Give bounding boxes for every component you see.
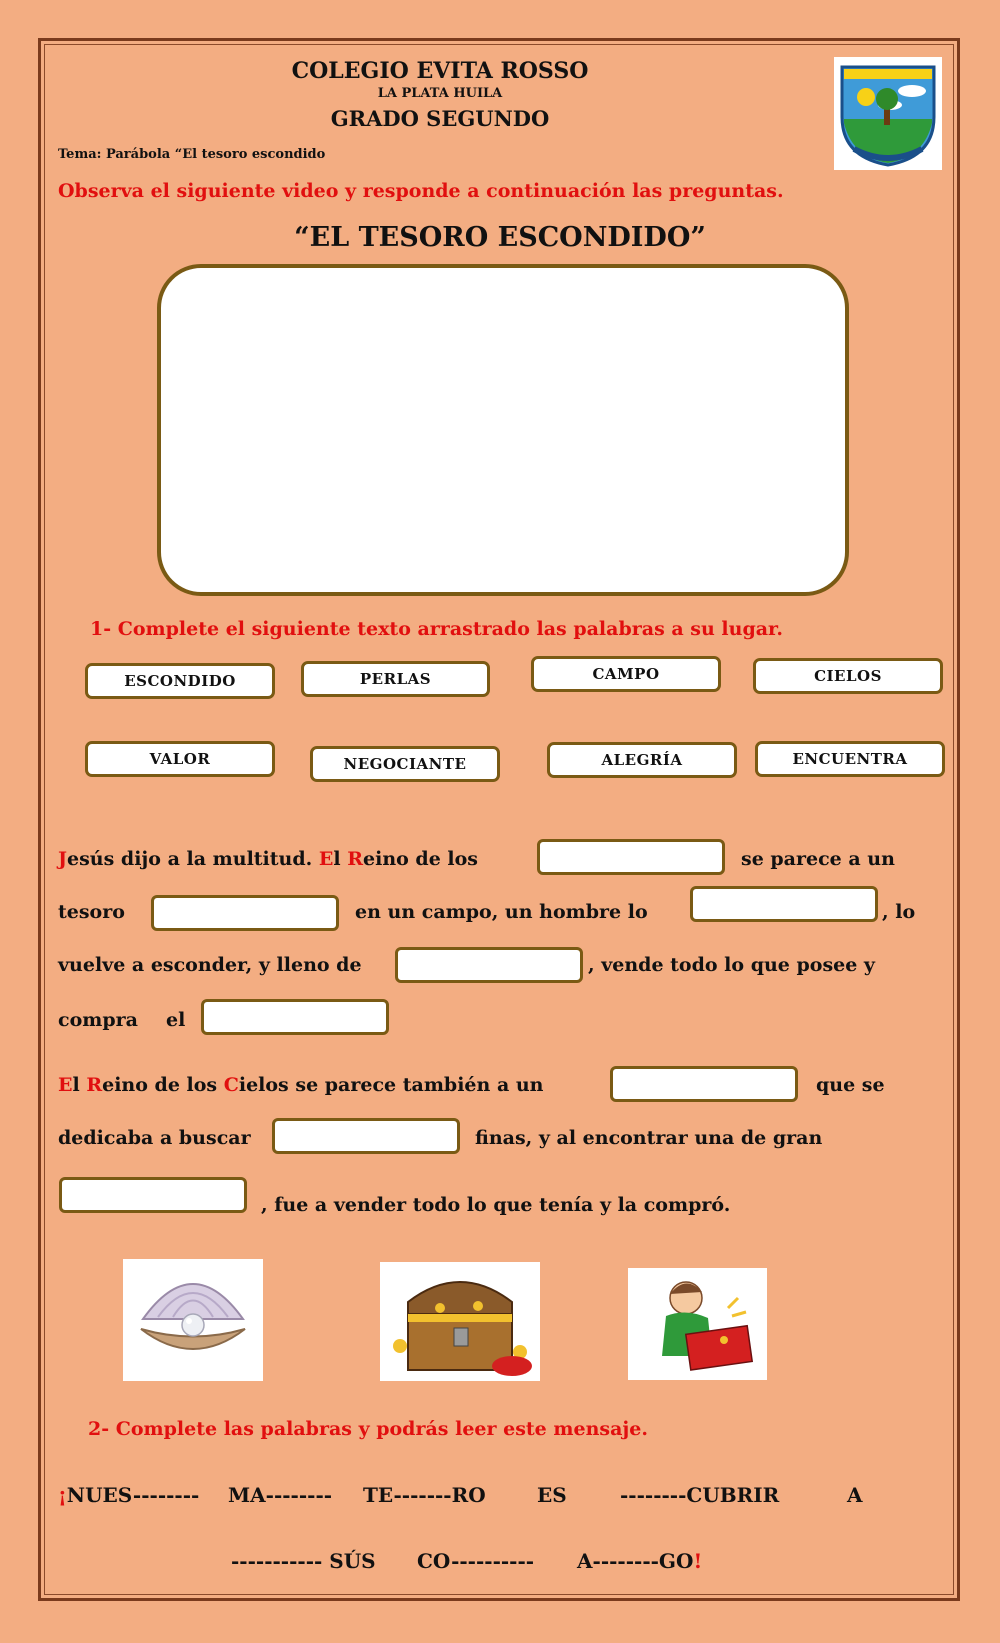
question-1-heading: 1- Complete el siguiente texto arrastrado las palabras a su lugar.	[90, 618, 783, 640]
instruction-text: Observa el siguiente video y responde a continuación las preguntas.	[58, 180, 784, 202]
paragraph-1-text: en un campo, un hombre lo	[355, 901, 648, 923]
school-grade: GRADO SEGUNDO	[330, 106, 550, 131]
word-chip-campo[interactable]: CAMPO	[531, 656, 721, 692]
paragraph-2-text: finas, y al encontrar una de gran	[475, 1127, 823, 1149]
school-name: COLEGIO EVITA ROSSO	[291, 58, 589, 84]
riddle-word-1: ¡NUES--------	[58, 1483, 200, 1507]
word-chip-encuentra[interactable]: ENCUENTRA	[755, 741, 945, 777]
riddle-word-9: A--------GO!	[577, 1549, 703, 1573]
riddle-word-3: TE-------RO	[363, 1483, 486, 1507]
school-city: LA PLATA HUILA	[377, 86, 503, 101]
drop-slot-4[interactable]	[395, 947, 583, 983]
drop-slot-6[interactable]	[610, 1066, 798, 1102]
drop-slot-8[interactable]	[59, 1177, 247, 1213]
drop-slot-3[interactable]	[690, 886, 878, 922]
paragraph-2-text: , fue a vender todo lo que tenía y la compró.	[261, 1194, 731, 1216]
paragraph-1-text: se parece a un	[741, 848, 895, 870]
topic-label: Tema: Parábola “El tesoro escondido	[58, 147, 326, 162]
drop-slot-5[interactable]	[201, 999, 389, 1035]
word-chip-valor[interactable]: VALOR	[85, 741, 275, 777]
paragraph-1-text: vuelve a esconder, y lleno de	[58, 954, 362, 976]
drop-slot-7[interactable]	[272, 1118, 460, 1154]
happy-man-chest-image	[628, 1268, 767, 1380]
paragraph-1-text: tesoro	[58, 901, 125, 923]
riddle-word-4: ES	[537, 1483, 567, 1507]
word-chip-escondido[interactable]: ESCONDIDO	[85, 663, 275, 699]
video-player[interactable]	[157, 264, 849, 596]
main-title: “EL TESORO ESCONDIDO”	[294, 222, 706, 253]
riddle-word-2: MA--------	[228, 1483, 333, 1507]
paragraph-1-text: el	[166, 1009, 186, 1031]
paragraph-2-text: dedicaba a buscar	[58, 1127, 251, 1149]
word-chip-perlas[interactable]: PERLAS	[301, 661, 490, 697]
paragraph-1-text: compra	[58, 1009, 138, 1031]
paragraph-2-text: que se	[816, 1074, 885, 1096]
drop-slot-2[interactable]	[151, 895, 339, 931]
paragraph-2-line-1: El Reino de los Cielos se parece también a un	[58, 1074, 544, 1096]
drop-slot-1[interactable]	[537, 839, 725, 875]
riddle-word-6: A	[847, 1483, 863, 1507]
paragraph-1-text: , lo	[882, 901, 916, 923]
word-chip-cielos[interactable]: CIELOS	[753, 658, 943, 694]
riddle-word-5: --------CUBRIR	[620, 1483, 780, 1507]
school-crest-logo	[834, 57, 942, 170]
question-2-heading: 2- Complete las palabras y podrás leer este mensaje.	[88, 1418, 648, 1440]
treasure-chest-image	[380, 1262, 540, 1381]
paragraph-1-text: , vende todo lo que posee y	[588, 954, 875, 976]
riddle-word-8: CO----------	[417, 1549, 535, 1573]
riddle-word-7: ----------- SÚS	[231, 1549, 376, 1573]
word-chip-negociante[interactable]: NEGOCIANTE	[310, 746, 500, 782]
word-chip-alegria[interactable]: ALEGRÍA	[547, 742, 737, 778]
paragraph-1-line-1: Jesús dijo a la multitud. El Reino de los	[58, 848, 478, 870]
pearl-shell-image	[123, 1259, 263, 1381]
